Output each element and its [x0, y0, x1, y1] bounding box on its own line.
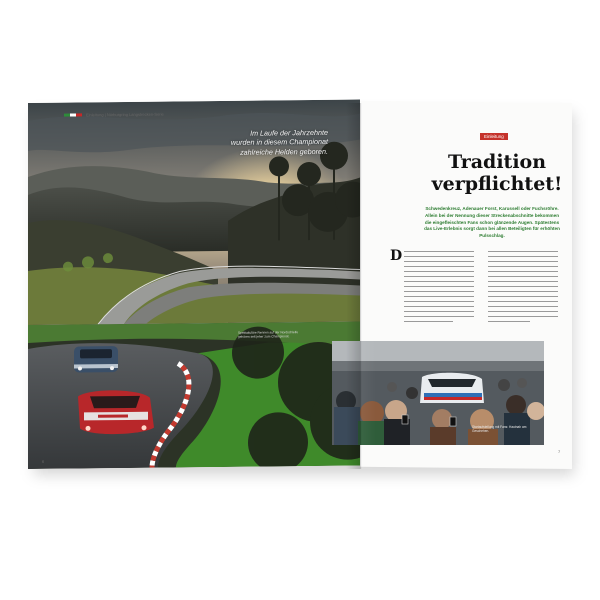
headline-line: Tradition	[447, 151, 547, 173]
photo-quote	[188, 128, 328, 158]
dropcap-letter: D	[390, 248, 403, 264]
photo-quote-line: wurden in diesem Championat	[230, 137, 328, 148]
section-tag: Einleitung	[480, 133, 508, 140]
crowd-caption: Startaufstellung mit Fans: Hautnah am Geschehen.	[472, 425, 527, 433]
headline	[424, 151, 570, 195]
italian-flag-icon	[64, 113, 82, 116]
running-head-text: Einleitung | Nürburgring Langstrecken-Serie	[86, 111, 164, 118]
photo-quote-line: zahlreiche Helden geboren.	[240, 146, 328, 157]
red-race-car	[78, 390, 154, 435]
body-column-2	[488, 251, 558, 326]
magazine-spread	[28, 103, 572, 469]
left-page-number: 6	[42, 458, 45, 464]
headline-line: verpflichtet!	[431, 173, 563, 195]
race-caption: Spektakuläre Rennen auf der Nordschleife gehören seit jeher zum Championat.	[238, 330, 299, 339]
running-head	[64, 112, 164, 118]
crowd-photo-frame	[332, 341, 544, 445]
photo-quote-line: Im Laufe der Jahrzehnte	[250, 127, 328, 138]
blue-race-car	[74, 346, 118, 372]
race-photo	[28, 322, 360, 469]
right-page-number: 7	[558, 449, 561, 454]
left-page	[28, 100, 360, 469]
lead-paragraph: Schwedenkreuz, Adenauer Forst, Karussell oder Fuchsröhre. Allein bei der Nennung dieser Streckenabschnitte bekommen die eingefleischten Fans schon glänzende Augen. Spätestens das Live-Erlebnis sorgt dann bei allen Beteiligten für erhöhten Pulsschlag.	[424, 206, 560, 239]
body-column-1	[404, 251, 474, 326]
